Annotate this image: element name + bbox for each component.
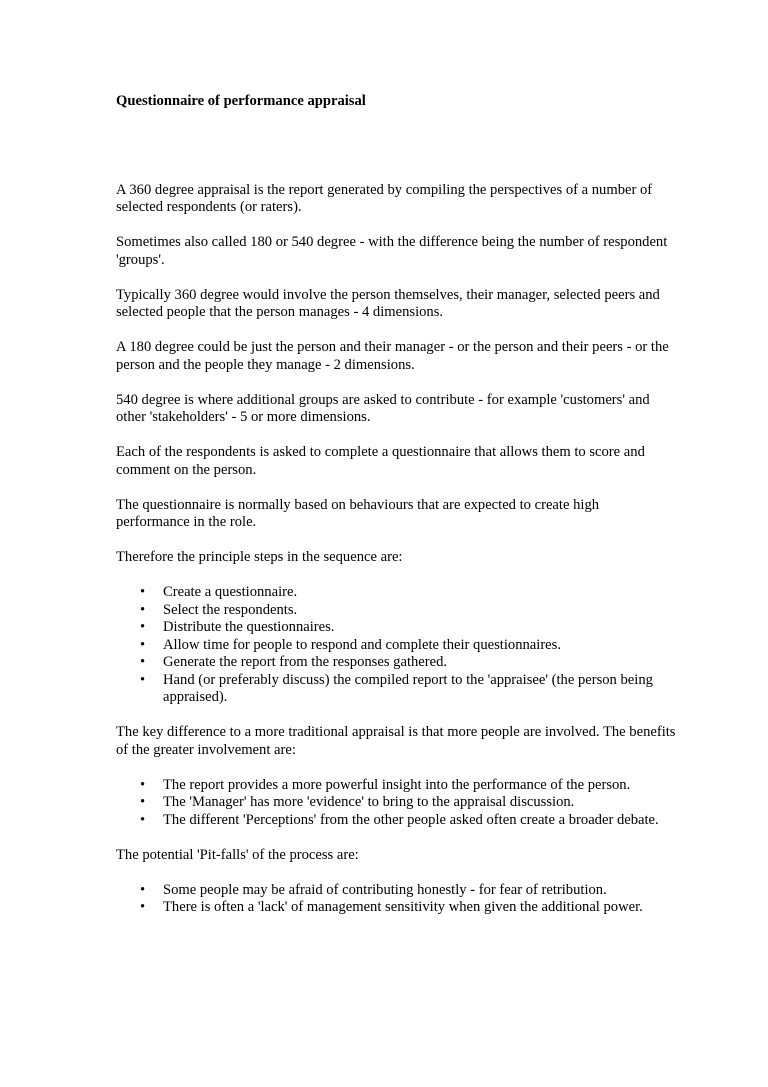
list-item-text: Select the respondents.: [163, 601, 298, 618]
paragraph-benefits-intro: The key difference to a more traditional appraisal is that more people are involved. The benefits of the greater involvement are:: [116, 724, 676, 758]
bullet-icon: •: [140, 811, 146, 828]
bullet-icon: •: [140, 654, 146, 670]
title-spacer: [116, 111, 676, 182]
bullet-icon: •: [140, 794, 146, 810]
list-item: [116, 812, 676, 830]
list-item-text: Generate the report from the responses gathered.: [163, 654, 448, 670]
bullet-icon: •: [140, 671, 146, 688]
list-item-text: There is often a 'lack' of management sensitivity when given the additional power.: [163, 899, 643, 915]
list-item: [116, 619, 676, 637]
list-item-text: Distribute the questionnaires.: [163, 619, 335, 635]
paragraph-behaviours: The questionnaire is normally based on behaviours that are expected to create high performance in the role.: [116, 496, 600, 530]
list-item-text: The 'Manager' has more 'evidence' to bring to the appraisal discussion.: [163, 794, 575, 810]
list-item-text: Create a questionnaire.: [163, 584, 298, 600]
paragraph-steps-intro: Therefore the principle steps in the sequence are:: [116, 549, 403, 565]
bullet-icon: •: [140, 881, 146, 898]
bullet-icon: •: [140, 584, 146, 600]
paragraph-180-540-names: Sometimes also called 180 or 540 degree - with the difference being the number of respondent 'groups'.: [116, 234, 668, 268]
list-item: [116, 654, 676, 672]
list-item: [116, 899, 676, 917]
paragraph-360-dimensions: Typically 360 degree would involve the person themselves, their manager, selected peers and selected people that the person manages - 4 dimensions.: [116, 286, 660, 320]
list-item-text: Some people may be afraid of contributing honestly - for fear of retribution.: [163, 881, 607, 898]
paragraph-540-dimensions: 540 degree is where additional groups are asked to contribute - for example 'customers' and other 'stakeholders' - 5 or more dimensions.: [116, 391, 650, 425]
list-item-text: Allow time for people to respond and complete their questionnaires.: [163, 636, 561, 653]
pitfalls-list: [116, 882, 676, 917]
list-item: [116, 794, 676, 812]
steps-list: [116, 584, 676, 707]
paragraph-respondents: Each of the respondents is asked to complete a questionnaire that allows them to score and comment on the person.: [116, 444, 645, 478]
bullet-icon: •: [140, 619, 146, 635]
list-item: [116, 584, 676, 602]
list-item: [116, 602, 676, 620]
bullet-icon: •: [140, 899, 146, 915]
list-item: [116, 777, 676, 795]
paragraph-180-dimensions: A 180 degree could be just the person and their manager - or the person and their peers - or the person and the people they manage - 2 dimensions.: [116, 339, 669, 373]
list-item-text: The report provides a more powerful insight into the performance of the person.: [163, 776, 631, 793]
list-item-text: The different 'Perceptions' from the other people asked often create a broader debate.: [163, 811, 659, 828]
list-item: [116, 637, 676, 655]
document-title: Questionnaire of performance appraisal: [116, 93, 366, 109]
bullet-icon: •: [140, 636, 146, 653]
paragraph-360-definition: A 360 degree appraisal is the report generated by compiling the perspectives of a number of selected respondents (or raters).: [116, 181, 653, 215]
bullet-icon: •: [140, 776, 146, 793]
benefits-list: [116, 777, 676, 830]
list-item: [116, 882, 676, 900]
document-page: [116, 93, 676, 934]
paragraph-pitfalls-intro: The potential 'Pit-falls' of the process are:: [116, 846, 359, 863]
bullet-icon: •: [140, 601, 146, 618]
list-item: [116, 672, 676, 707]
list-item-text: Hand (or preferably discuss) the compiled report to the 'appraisee' (the person being appraised).: [163, 671, 653, 705]
